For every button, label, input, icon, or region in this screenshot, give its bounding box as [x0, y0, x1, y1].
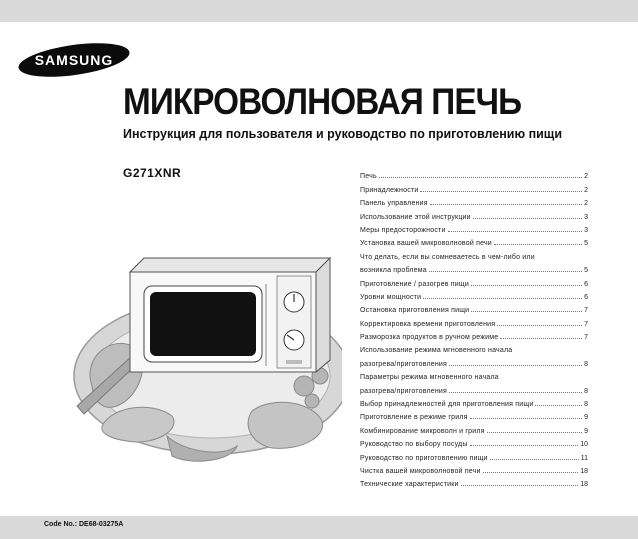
toc-entry-page: 5: [584, 240, 588, 248]
toc-entry-label: возникла проблема: [360, 267, 427, 275]
toc-leader-dots: [494, 243, 582, 245]
table-of-contents: [360, 167, 588, 488]
toc-entry: [360, 274, 588, 287]
toc-leader-dots: [429, 270, 582, 272]
toc-entry: [360, 381, 588, 394]
toc-entry-label: Печь: [360, 173, 377, 181]
toc-entry-page: 7: [584, 334, 588, 342]
toc-leader-dots: [470, 444, 579, 446]
toc-entry-label: Выбор принадлежностей для приготовления пищи: [360, 401, 534, 409]
toc-entry-label: Технические характеристики: [360, 481, 459, 489]
toc-entry-label: Приготовление / разогрев пищи: [360, 280, 469, 288]
toc-entry-page: 10: [580, 441, 588, 449]
toc-leader-dots: [423, 297, 582, 299]
toc-entry-page: 2: [584, 186, 588, 194]
toc-entry-label: Использование этой инструкции: [360, 213, 471, 221]
toc-entry-page: 6: [584, 293, 588, 301]
toc-entry-label: Принадлежности: [360, 186, 419, 194]
toc-leader-dots: [448, 230, 583, 232]
toc-leader-dots: [430, 203, 582, 205]
toc-entry-page: 5: [584, 267, 588, 275]
toc-entry-label: Руководство по приготовлению пищи: [360, 454, 488, 462]
code-number: Code No.: DE68-03275A: [44, 521, 124, 528]
microwave-illustration: [72, 236, 342, 491]
toc-entry-label: Параметры режима мгновенного начала: [360, 374, 499, 382]
toc-entry-label: разогрева/приготовления: [360, 387, 448, 395]
toc-leader-dots: [500, 337, 582, 339]
toc-entry-page: 3: [584, 226, 588, 234]
toc-entry: [360, 247, 588, 260]
toc-entry-label: Корректировка времени приготовления: [360, 320, 496, 328]
toc-entry: [360, 368, 588, 381]
toc-entry-label: Установка вашей микроволновой печи: [360, 240, 492, 248]
toc-entry: [360, 234, 588, 247]
toc-entry-page: 9: [584, 427, 588, 435]
toc-entry: [360, 167, 588, 180]
toc-leader-dots: [461, 484, 579, 486]
toc-entry-page: 8: [584, 387, 588, 395]
toc-entry-label: Разморозка продуктов в ручном режиме: [360, 334, 499, 342]
toc-leader-dots: [449, 364, 582, 366]
document-subtitle: Инструкция для пользователя и руководство по приготовлению пищи: [123, 126, 563, 141]
model-number: G271XNR: [123, 166, 182, 180]
toc-entry-page: 8: [584, 401, 588, 409]
toc-entry-label: разогрева/приготовления: [360, 360, 448, 368]
toc-entry: [360, 207, 588, 220]
toc-entry: [360, 354, 588, 367]
toc-entry: [360, 462, 588, 475]
toc-leader-dots: [449, 391, 582, 393]
toc-leader-dots: [470, 417, 583, 419]
toc-entry-page: 18: [580, 481, 588, 489]
toc-leader-dots: [483, 471, 579, 473]
toc-entry: [360, 301, 588, 314]
toc-entry: [360, 328, 588, 341]
toc-entry: [360, 395, 588, 408]
toc-entry-page: 11: [580, 454, 588, 462]
top-band: [0, 0, 638, 22]
toc-entry-page: 9: [584, 414, 588, 422]
toc-entry-page: 7: [584, 307, 588, 315]
toc-entry-page: 2: [584, 200, 588, 208]
toc-leader-dots: [471, 284, 582, 286]
toc-entry-label: Приготовление в режиме гриля: [360, 414, 468, 422]
toc-entry-page: 7: [584, 320, 588, 328]
toc-entry: [360, 288, 588, 301]
toc-entry-label: Уровни мощности: [360, 293, 422, 301]
toc-entry-label: Панель управления: [360, 200, 428, 208]
toc-entry-page: 8: [584, 360, 588, 368]
toc-entry-label: Остановка приготовления пищи: [360, 307, 470, 315]
toc-entry: [360, 341, 588, 354]
toc-entry: [360, 435, 588, 448]
toc-entry: [360, 421, 588, 434]
toc-leader-dots: [490, 458, 579, 460]
brand-text: SAMSUNG: [34, 52, 114, 68]
toc-entry: [360, 475, 588, 488]
document-title: МИКРОВОЛНОВАЯ ПЕЧЬ: [123, 81, 522, 122]
toc-entry-label: Что делать, если вы сомневаетесь в чем-либо или: [360, 253, 535, 261]
toc-entry: [360, 180, 588, 193]
samsung-logo: [17, 42, 131, 78]
toc-entry-page: 18: [580, 467, 588, 475]
toc-entry-label: Комбинирование микроволн и гриля: [360, 427, 485, 435]
toc-entry-label: Чистка вашей микроволновой печи: [360, 467, 481, 475]
toc-leader-dots: [497, 324, 582, 326]
toc-entry: [360, 194, 588, 207]
toc-entry-label: Использование режима мгновенного начала: [360, 347, 513, 355]
toc-entry-page: 6: [584, 280, 588, 288]
toc-entry: [360, 408, 588, 421]
toc-leader-dots: [535, 404, 582, 406]
toc-entry-page: 3: [584, 213, 588, 221]
toc-entry-label: Руководство по выбору посуды: [360, 441, 468, 449]
toc-entry: [360, 261, 588, 274]
toc-entry: [360, 221, 588, 234]
toc-entry-label: Меры предосторожности: [360, 226, 446, 234]
toc-leader-dots: [471, 310, 582, 312]
toc-leader-dots: [473, 217, 582, 219]
toc-leader-dots: [420, 190, 582, 192]
toc-entry: [360, 448, 588, 461]
toc-leader-dots: [487, 431, 582, 433]
toc-leader-dots: [379, 176, 582, 178]
toc-entry-page: 2: [584, 173, 588, 181]
toc-entry: [360, 314, 588, 327]
